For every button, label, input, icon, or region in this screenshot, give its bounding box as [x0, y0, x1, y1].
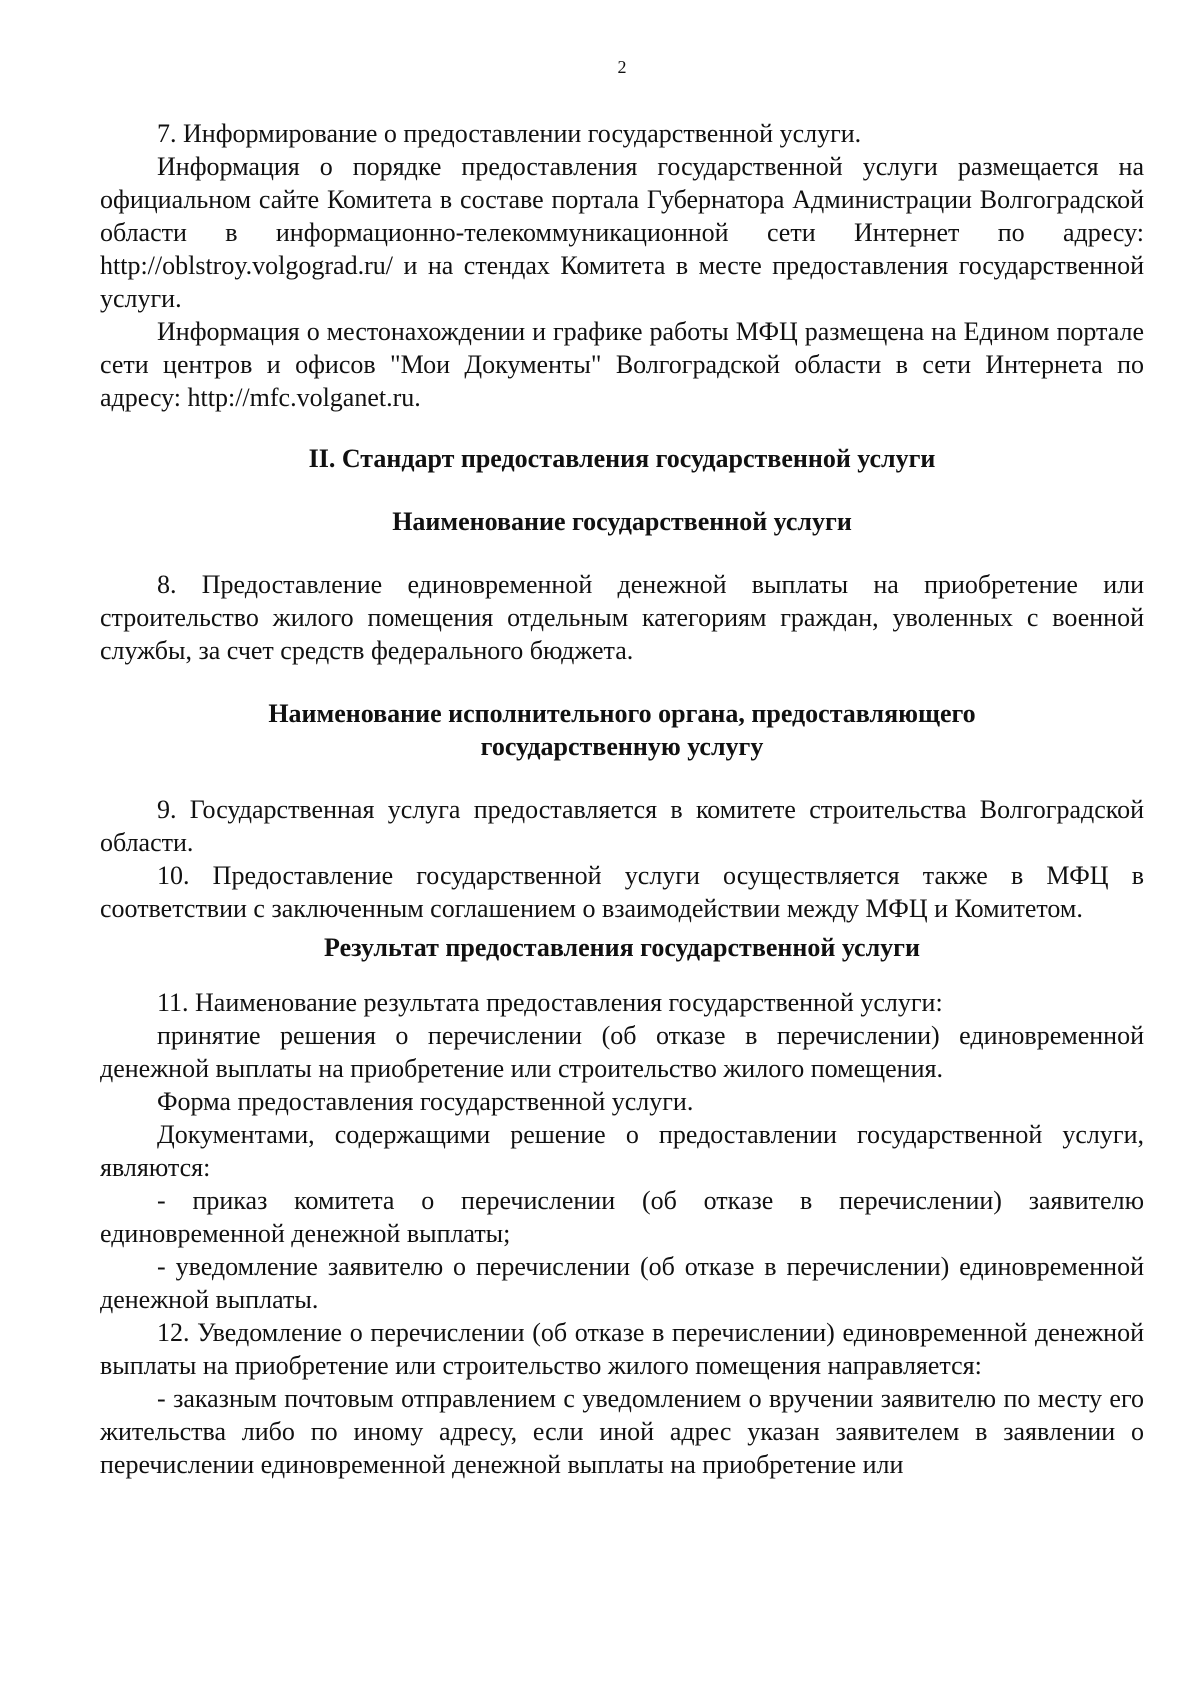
paragraph-9: 9. Государственная услуга предоставляется в комитете строительства Волгоградской области. [100, 795, 1144, 857]
subheading-service-name: Наименование государственной услуги [392, 507, 852, 536]
paragraph-10: 10. Предоставление государственной услуги осуществляется также в МФЦ в соответствии с заключенным соглашением о взаимодействии между МФЦ и Комитетом. [100, 861, 1144, 923]
subheading-executive-body-line1: Наименование исполнительного органа, предоставляющего [268, 699, 976, 728]
paragraph-info-mfc: Информация о местонахождении и графике работы МФЦ размещена на Едином портале сети центров и офисов "Мои Документы" Волгоградской области в сети Интернета по адресу: http://mfc.volganet.ru. [100, 317, 1144, 412]
paragraph-result-decision: принятие решения о перечислении (об отказе в перечислении) единовременной денежной выплаты на приобретение или строительство жилого помещения. [100, 1021, 1144, 1083]
subheading-result: Результат предоставления государственной услуги [324, 933, 920, 962]
paragraph-7-heading: 7. Информирование о предоставлении государственной услуги. [157, 119, 862, 148]
page-number: 2 [617, 57, 627, 77]
subheading-executive-body [100, 697, 1144, 763]
section-heading-standard: II. Стандарт предоставления государственной услуги [308, 444, 936, 473]
list-item-notice: - уведомление заявителю о перечислении (об отказе в перечислении) единовременной денежной выплаты. [100, 1252, 1144, 1314]
paragraph-11: 11. Наименование результата предоставления государственной услуги: [157, 988, 943, 1017]
document-body [100, 117, 1144, 1481]
paragraph-8: 8. Предоставление единовременной денежной выплаты на приобретение или строительство жилого помещения отдельным категориям граждан, уволенных с военной службы, за счет средств федерального бюджета. [100, 570, 1144, 665]
paragraph-info-order: Информация о порядке предоставления государственной услуги размещается на официальном сайте Комитета в составе портала Губернатора Администрации Волгоградской области в информационно-телекоммуникационной сети Интернет по адресу: http://oblstroy.volgograd.ru/ и на стендах Комитета в месте предоставления государственной услуги. [100, 152, 1144, 313]
paragraph-12: 12. Уведомление о перечислении (об отказе в перечислении) единовременной денежной выплаты на приобретение или строительство жилого помещения направляется: [100, 1318, 1144, 1380]
paragraph-form: Форма предоставления государственной услуги. [157, 1087, 694, 1116]
list-item-registered-mail: - заказным почтовым отправлением с уведомлением о вручении заявителю по месту его жительства либо по иному адресу, если иной адрес указан заявителем в заявлении о перечислении единовременной денежной выплаты на приобретение или [100, 1384, 1144, 1479]
subheading-executive-body-line2: государственную услугу [480, 732, 764, 761]
list-item-order: - приказ комитета о перечислении (об отказе в перечислении) заявителю единовременной денежной выплаты; [100, 1186, 1144, 1248]
paragraph-documents: Документами, содержащими решение о предоставлении государственной услуги, являются: [100, 1120, 1144, 1182]
